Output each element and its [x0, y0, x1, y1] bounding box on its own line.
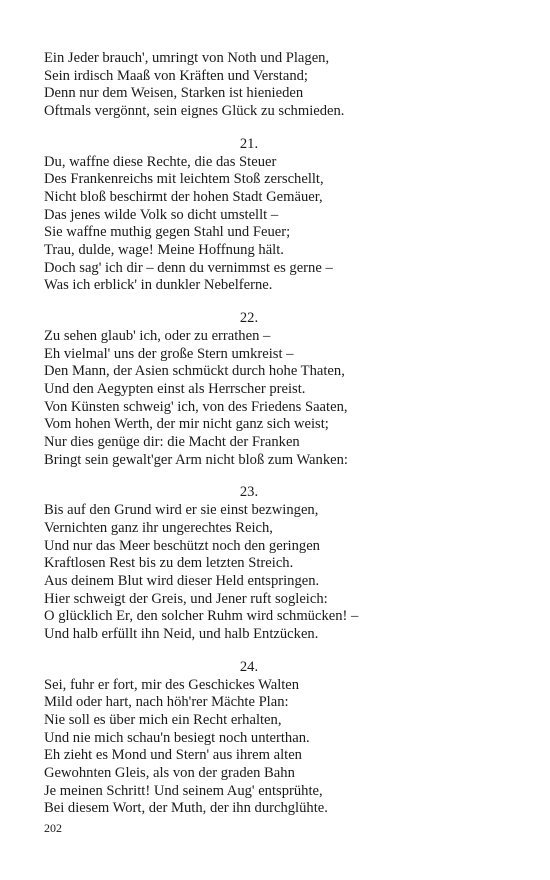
- verse-line: Mild oder hart, nach höh'rer Mächte Plan:: [44, 694, 289, 711]
- verse-line: Eh zieht es Mond und Stern' aus ihrem alten: [44, 747, 302, 764]
- verse-line: Sein irdisch Maaß von Kräften und Verstand;: [44, 67, 308, 84]
- verse-line: Von Künsten schweig' ich, von des Friedens Saaten,: [44, 398, 348, 415]
- verse-line: O glücklich Er, den solcher Ruhm wird schmücken! –: [44, 608, 359, 625]
- verse-line: Bis auf den Grund wird er sie einst bezwingen,: [44, 502, 319, 519]
- verse-line: Je meinen Schritt! Und seinem Aug' entsprühte,: [44, 782, 323, 799]
- verse-line: Oftmals vergönnt, sein eignes Glück zu schmieden.: [44, 103, 345, 120]
- verse-line: Du, waffne diese Rechte, die das Steuer: [44, 153, 277, 170]
- verse-line: Aus deinem Blut wird dieser Held entspringen.: [44, 572, 320, 589]
- verse-line: Zu sehen glaub' ich, oder zu errathen –: [44, 327, 271, 344]
- verse-line: Nicht bloß beschirmt der hohen Stadt Gemäuer,: [44, 188, 323, 205]
- verse-line: Und nur das Meer beschützt noch den geringen: [44, 537, 320, 554]
- verse-line: Gewohnten Gleis, als von der graden Bahn: [44, 765, 295, 782]
- verse-line: Nie soll es über mich ein Recht erhalten,: [44, 711, 282, 728]
- verse-line: Und nie mich schau'n besiegt noch unterthan.: [44, 729, 310, 746]
- verse-line: Des Frankenreichs mit leichtem Stoß zerschellt,: [44, 171, 324, 188]
- verse-line: Hier schweigt der Greis, und Jener ruft sogleich:: [44, 590, 328, 607]
- stanza-number: 23.: [239, 484, 259, 501]
- verse-line: Ein Jeder brauch', umringt von Noth und Plagen,: [44, 50, 330, 66]
- verse-line: Was ich erblick' in dunkler Nebelferne.: [44, 277, 273, 294]
- verse-line: Vernichten ganz ihr ungerechtes Reich,: [44, 519, 273, 536]
- stanza-23: [44, 484, 514, 643]
- verse-line: Und den Aegypten einst als Herrscher preist.: [44, 380, 306, 397]
- poem-text: [44, 50, 514, 818]
- verse-line: Trau, dulde, wage! Meine Hoffnung hält.: [44, 242, 284, 259]
- stanza-continuation: [44, 50, 514, 121]
- verse-line: Doch sag' ich dir – denn du vernimmst es gerne –: [44, 259, 333, 276]
- stanza-24: [44, 659, 514, 818]
- verse-line: Kraftlosen Rest bis zu dem letzten Streich.: [44, 555, 294, 572]
- stanza-number: 22.: [239, 310, 259, 327]
- stanza-21: [44, 136, 514, 295]
- verse-line: Und halb erfüllt ihn Neid, und halb Entzücken.: [44, 626, 319, 643]
- verse-line: Sie waffne muthig gegen Stahl und Feuer;: [44, 224, 291, 241]
- verse-line: Bei diesem Wort, der Muth, der ihn durchglühte.: [44, 800, 328, 817]
- verse-line: Denn nur dem Weisen, Starken ist hienieden: [44, 85, 304, 102]
- stanza-22: [44, 310, 514, 469]
- verse-line: Sei, fuhr er fort, mir des Geschickes Walten: [44, 676, 300, 693]
- verse-line: Den Mann, der Asien schmückt durch hohe Thaten,: [44, 363, 345, 380]
- verse-line: Das jenes wilde Volk so dicht umstellt –: [44, 206, 279, 223]
- page-number: 202: [44, 821, 62, 835]
- verse-line: Bringt sein gewalt'ger Arm nicht bloß zum Wanken:: [44, 451, 348, 468]
- verse-line: Vom hohen Werth, der mir nicht ganz sich weist;: [44, 416, 329, 433]
- verse-line: Nur dies genüge dir: die Macht der Franken: [44, 434, 300, 451]
- verse-line: Eh vielmal' uns der große Stern umkreist –: [44, 345, 294, 362]
- stanza-number: 24.: [239, 658, 259, 675]
- stanza-number: 21.: [239, 135, 259, 152]
